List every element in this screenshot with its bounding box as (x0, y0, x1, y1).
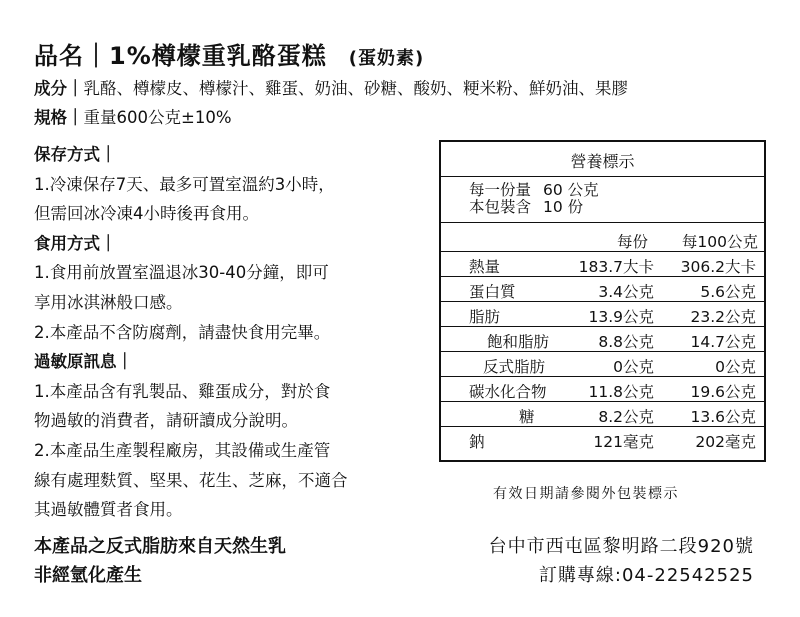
usage-line: 2.本產品不含防腐劑，請盡快食用完畢。 (34, 322, 331, 342)
nutrition-row (441, 278, 764, 301)
nutrition-row (441, 353, 764, 376)
servings-label: 本包裝含 (469, 198, 532, 216)
serving-info (469, 182, 599, 216)
nutrition-divider (441, 276, 764, 277)
ingredients-label: 成分｜ (34, 79, 84, 98)
serving-size-value: 60 公克 (543, 181, 599, 199)
allergen-heading: 過敏原訊息｜ (34, 352, 133, 372)
contact-info (489, 532, 754, 590)
left-info-block (34, 140, 434, 525)
nutrient-per-serving: 0公克 (613, 358, 654, 376)
storage-line: 1.冷凍保存7天、最多可置室溫約3小時， (34, 174, 335, 194)
spec-row (34, 107, 232, 129)
servings-value: 10 份 (543, 198, 584, 216)
col-per-100-header: 每100公克 (681, 233, 758, 251)
product-subtitle: (蛋奶素) (348, 48, 425, 69)
nutrition-row (441, 428, 764, 451)
expiry-note: 有效日期請參閱外包裝標示 (493, 486, 679, 502)
allergen-line: 物過敏的消費者，請研讀成分說明。 (34, 411, 298, 431)
nutrient-name: 反式脂肪 (483, 358, 546, 376)
nutrition-panel (439, 140, 766, 462)
col-per-serving-header: 每份 (616, 233, 648, 251)
order-phone: 訂購專線:04-22542525 (538, 565, 754, 586)
nutrient-per-100: 13.6公克 (690, 408, 756, 426)
nutrition-row (441, 328, 764, 351)
spec-value: 重量600公克±10% (83, 108, 232, 127)
product-name: 品名｜1%樽檬重乳酪蛋糕 (34, 42, 327, 70)
ingredients-value: 乳酪、樽檬皮、樽檬汁、雞蛋、奶油、砂糖、酸奶、粳米粉、鮮奶油、果膠 (83, 79, 628, 98)
nutrition-divider (441, 376, 764, 377)
nutrient-name: 蛋白質 (469, 283, 516, 301)
usage-heading: 食用方式｜ (34, 233, 117, 253)
allergen-line: 2.本產品生產製程廠房，其設備或生產管 (34, 440, 331, 460)
trans-fat-note-line: 本產品之反式脂肪來自天然生乳 (34, 536, 286, 557)
address: 台中市西屯區黎明路二段920號 (488, 536, 754, 557)
nutrient-per-serving: 121毫克 (593, 433, 654, 451)
nutrient-per-serving: 8.8公克 (598, 333, 654, 351)
nutrient-name: 鈉 (469, 433, 485, 451)
nutrition-title: 營養標示 (570, 152, 635, 171)
nutrition-divider (441, 351, 764, 352)
nutrient-per-100: 306.2大卡 (680, 258, 756, 276)
nutrition-divider (441, 176, 764, 177)
nutrient-name: 糖 (519, 408, 535, 426)
nutrient-name: 飽和脂肪 (487, 333, 550, 351)
nutrient-per-serving: 183.7大卡 (578, 258, 654, 276)
nutrient-per-100: 19.6公克 (690, 383, 756, 401)
nutrition-divider (441, 251, 764, 252)
nutrient-per-serving: 11.8公克 (588, 383, 654, 401)
nutrition-divider (441, 326, 764, 327)
nutrient-per-100: 5.6公克 (700, 283, 756, 301)
nutrient-per-100: 14.7公克 (690, 333, 756, 351)
trans-fat-note (34, 532, 286, 590)
nutrition-row (441, 403, 764, 426)
trans-fat-note-line: 非經氫化產生 (34, 565, 142, 586)
ingredients-row (34, 78, 628, 100)
nutrient-name: 熱量 (469, 258, 501, 276)
nutrient-per-serving: 3.4公克 (598, 283, 654, 301)
nutrient-per-serving: 8.2公克 (598, 408, 654, 426)
nutrition-divider (441, 301, 764, 302)
nutrient-per-100: 23.2公克 (690, 308, 756, 326)
nutrition-row (441, 303, 764, 326)
nutrition-row (441, 378, 764, 401)
usage-line: 1.食用前放置室溫退冰30-40分鐘，即可 (34, 263, 329, 283)
product-title (34, 36, 424, 71)
nutrient-per-100: 0公克 (715, 358, 756, 376)
allergen-line: 1.本產品含有乳製品、雞蛋成分，對於食 (34, 381, 331, 401)
nutrition-row (441, 253, 764, 276)
nutrition-divider (441, 401, 764, 402)
nutrition-divider (441, 222, 764, 223)
nutrient-per-serving: 13.9公克 (588, 308, 654, 326)
nutrient-per-100: 202毫克 (695, 433, 756, 451)
nutrient-name: 碳水化合物 (469, 383, 547, 401)
serving-size-label: 每一份量 (469, 181, 532, 199)
spec-label: 規格｜ (34, 108, 84, 127)
storage-heading: 保存方式｜ (34, 145, 117, 164)
nutrition-divider (441, 426, 764, 427)
allergen-line: 線有處理麩質、堅果、花生、芝麻，不適合 (34, 470, 348, 490)
allergen-line: 其過敏體質者食用。 (34, 500, 183, 520)
nutrient-name: 脂肪 (469, 308, 501, 326)
usage-line: 享用冰淇淋般口感。 (34, 292, 183, 312)
storage-line: 但需回冰冷凍4小時後再食用。 (34, 204, 259, 224)
